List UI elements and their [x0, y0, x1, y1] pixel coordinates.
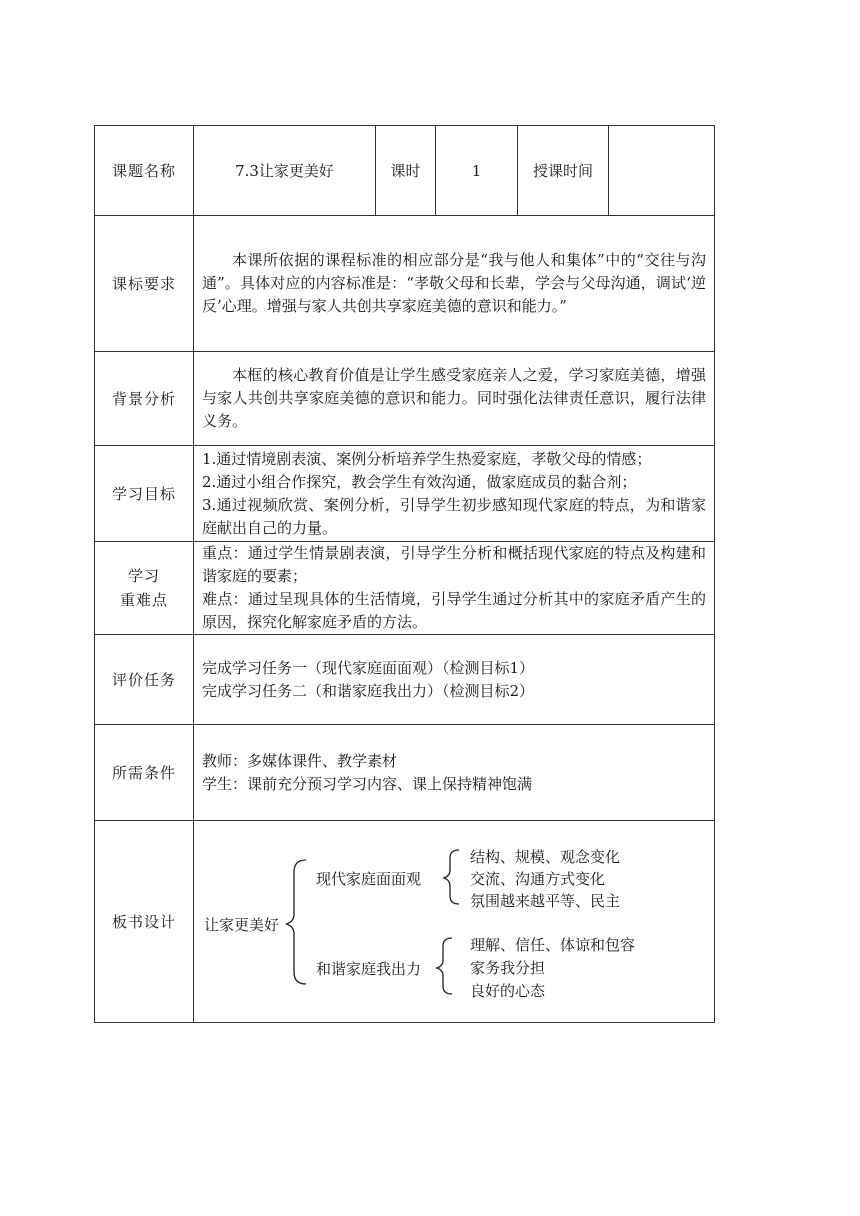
objective-item-3: 3.通过视频欣赏、案例分析，引导学生初步感知现代家庭的特点，为和谐家庭献出自己的力量。 [202, 495, 706, 537]
board-design [194, 821, 715, 1023]
conditions-student: 学生：课前充分预习学习内容、课上保持精神饱满 [202, 774, 533, 793]
time-label: 授课时间 [518, 126, 609, 216]
objectives-label: 学习目标 [95, 446, 194, 542]
board-branch2-title: 和谐家庭我出力 [316, 959, 422, 978]
background-row [95, 352, 715, 446]
assessment-content [194, 635, 715, 725]
board-branch2-item-2: 家务我分担 [470, 958, 546, 977]
difficult-point-text: 难点：通过呈现具体的生活情境，引导学生通过分析其中的家庭矛盾产生的原因，探究化解家庭矛盾的方法。 [202, 590, 706, 631]
lesson-plan-sheet [94, 125, 714, 1021]
objective-item-1: 1.通过情境剧表演、案例分析培养学生热爱家庭，孝敬父母的情感； [202, 449, 652, 468]
board-branch1-item-2: 交流、沟通方式变化 [470, 869, 606, 888]
header-row [95, 126, 715, 216]
board-branch1-item-3: 氛围越来越平等、民主 [470, 891, 621, 910]
key-points-label [95, 542, 194, 635]
period-label: 课时 [376, 126, 436, 216]
objectives-row [95, 446, 715, 542]
board-branch2-item-3: 良好的心态 [470, 981, 546, 1000]
period-value: 1 [436, 126, 518, 216]
conditions-content [194, 725, 715, 821]
board-diagram [194, 822, 714, 1022]
standards-label: 课标要求 [95, 216, 194, 352]
assessment-label: 评价任务 [95, 635, 194, 725]
key-points-content [194, 542, 715, 635]
root-brace [286, 860, 306, 984]
background-content [194, 352, 715, 446]
board-branch2-item-1: 理解、信任、体谅和包容 [470, 935, 636, 954]
objectives-content [194, 446, 715, 542]
objective-item-2: 2.通过小组合作探究，教会学生有效沟通，做家庭成员的黏合剂； [202, 472, 637, 491]
branch1-brace [444, 850, 459, 904]
board-label: 板书设计 [95, 821, 194, 1023]
standards-row [95, 216, 715, 352]
assessment-item-2: 完成学习任务二（和谐家庭我出力）（检测目标2） [202, 681, 535, 700]
background-label: 背景分析 [95, 352, 194, 446]
board-branch1-title: 现代家庭面面观 [316, 869, 422, 888]
standards-text: 本课所依据的课程标准的相应部分是“我与他人和集体”中的“交往与沟通”。具体对应的内容标准是：“孝敬父母和长辈，学会与父母沟通，调试‘逆反’心理。增强与家人共创共享家庭美德的意识和能力。” [202, 251, 706, 315]
assessment-item-1: 完成学习任务一（现代家庭面面观）（检测目标1） [202, 658, 535, 677]
board-branch1-item-1: 结构、规模、观念变化 [470, 847, 621, 866]
standards-content [194, 216, 715, 352]
lesson-plan-table [94, 125, 715, 1023]
key-points-row [95, 542, 715, 635]
conditions-row [95, 725, 715, 821]
branch2-brace [437, 938, 452, 994]
conditions-label: 所需条件 [95, 725, 194, 821]
board-root: 让家更美好 [204, 915, 280, 934]
topic-label: 课题名称 [95, 126, 194, 216]
conditions-teacher: 教师：多媒体课件、教学素材 [202, 751, 398, 770]
topic-value: 7.3让家更美好 [194, 126, 376, 216]
board-row [95, 821, 715, 1023]
key-point-text: 重点：通过学生情景剧表演，引导学生分析和概括现代家庭的特点及构建和谐家庭的要素； [202, 544, 706, 585]
time-value[interactable] [609, 126, 715, 216]
key-points-label-line2: 重难点 [119, 591, 168, 609]
background-text: 本框的核心教育价值是让学生感受家庭亲人之爱，学习家庭美德，增强与家人共创共享家庭美德的意识和能力。同时强化法律责任意识，履行法律义务。 [202, 366, 706, 430]
assessment-row [95, 635, 715, 725]
key-points-label-line1: 学习 [127, 567, 160, 585]
